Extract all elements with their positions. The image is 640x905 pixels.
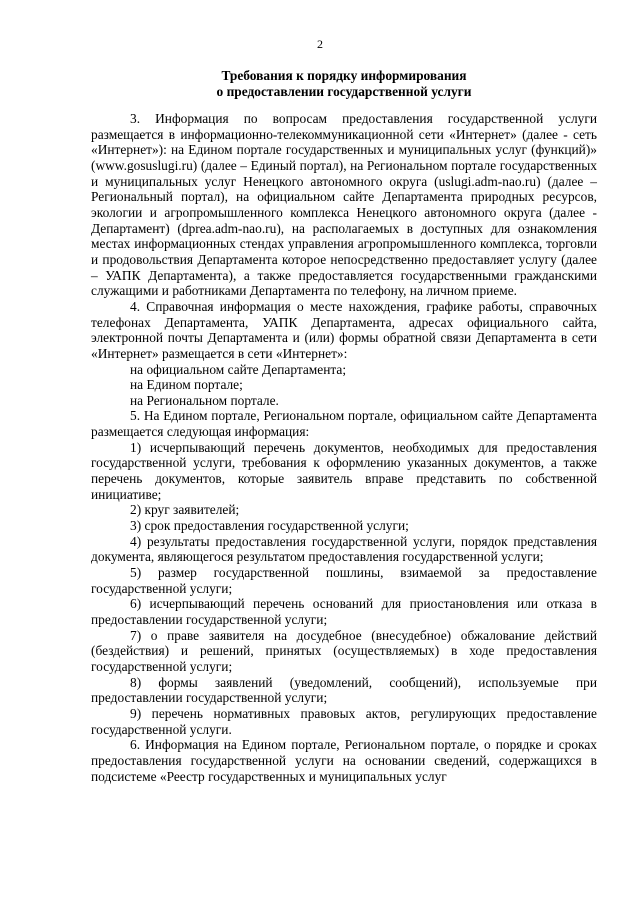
list-item: 6) исчерпывающий перечень оснований для приостановления или отказа в предоставлении государственной услуги; xyxy=(91,596,597,627)
list-item: на Едином портале; xyxy=(130,377,243,393)
paragraph-5: 5. На Едином портале, Региональном портале, официальном сайте Департамента размещается следующая информация: xyxy=(91,408,597,440)
list-item: на Региональном портале. xyxy=(130,392,279,408)
section-heading-line-1: Требования к порядку информирования xyxy=(221,68,467,83)
page-number: 2 xyxy=(317,37,323,51)
list-item: 3) срок предоставления государственной услуги; xyxy=(130,518,409,534)
list-item: 2) круг заявителей; xyxy=(130,502,240,518)
list-item: 8) формы заявлений (уведомлений, сообщений), используемые при предоставлении государственной услуги; xyxy=(91,674,597,706)
list-item: 1) исчерпывающий перечень документов, необходимых для предоставления государственной услуги, требования к оформлению указанных документов, а также перечень документов, которые заявитель вправе представить по собственной инициативе; xyxy=(91,439,597,502)
list-item: 9) перечень нормативных правовых актов, регулирующих предоставление государственной услуги. xyxy=(91,705,597,737)
list-item: 7) о праве заявителя на досудебное (внесудебное) обжалование действий (бездействия) и решений, принятых (осуществляемых) в ходе предоставления государственной услуги; xyxy=(91,627,597,674)
list-item: на официальном сайте Департамента; xyxy=(130,361,347,377)
list-item: 4) результаты предоставления государственной услуги, порядок представления документа, являющегося результатом предоставления государственной услуги; xyxy=(91,533,597,565)
paragraph-3: 3. Информация по вопросам предоставления государственной услуги размещается в информационно-телекоммуникационной сети «Интернет» (далее - сеть «Интернет»): на Едином портале государственных и муниципальных услуг (функций)» (www.gosuslugi.ru) (далее – Единый портал), на Региональном портале государственных и муниципальных услуг Ненецкого автономного округа (uslugi.adm-nao.ru) (далее – Региональный портал), на официальном сайте Департамента природных ресурсов, экологии и агропромышленного комплекса Ненецкого автономного округа (далее - Департамент) (dprea.adm-nao.ru), на располагаемых в доступных для ознакомления местах информационных стендах управления агропромышленного комплекса, торговли и продовольствия Департамента которое непосредственно предоставляет услугу (далее – УАПК Департамента), а также предоставляется государственными гражданскими служащими и работниками Департамента по телефону, на личном приеме. xyxy=(91,111,597,299)
paragraph-6: 6. Информация на Едином портале, Региональном портале, о порядке и сроках предоставления государственной услуги на основании сведений, содержащихся в подсистеме «Реестр государственных и муниципальных услуг xyxy=(91,737,597,784)
paragraph-4: 4. Справочная информация о месте нахождения, графике работы, справочных телефонах Департамента, УАПК Департамента, адресах официального сайта, электронной почты Департамента и (или) формы обратной связи Департамента в сети «Интернет» размещается в сети «Интернет»: xyxy=(91,298,597,361)
list-item: 5) размер государственной пошлины, взимаемой за предоставление государственной услуги; xyxy=(91,565,597,596)
section-heading xyxy=(91,68,597,100)
document-body xyxy=(91,111,597,784)
section-heading-line-2: о предоставлении государственной услуги xyxy=(216,84,472,99)
